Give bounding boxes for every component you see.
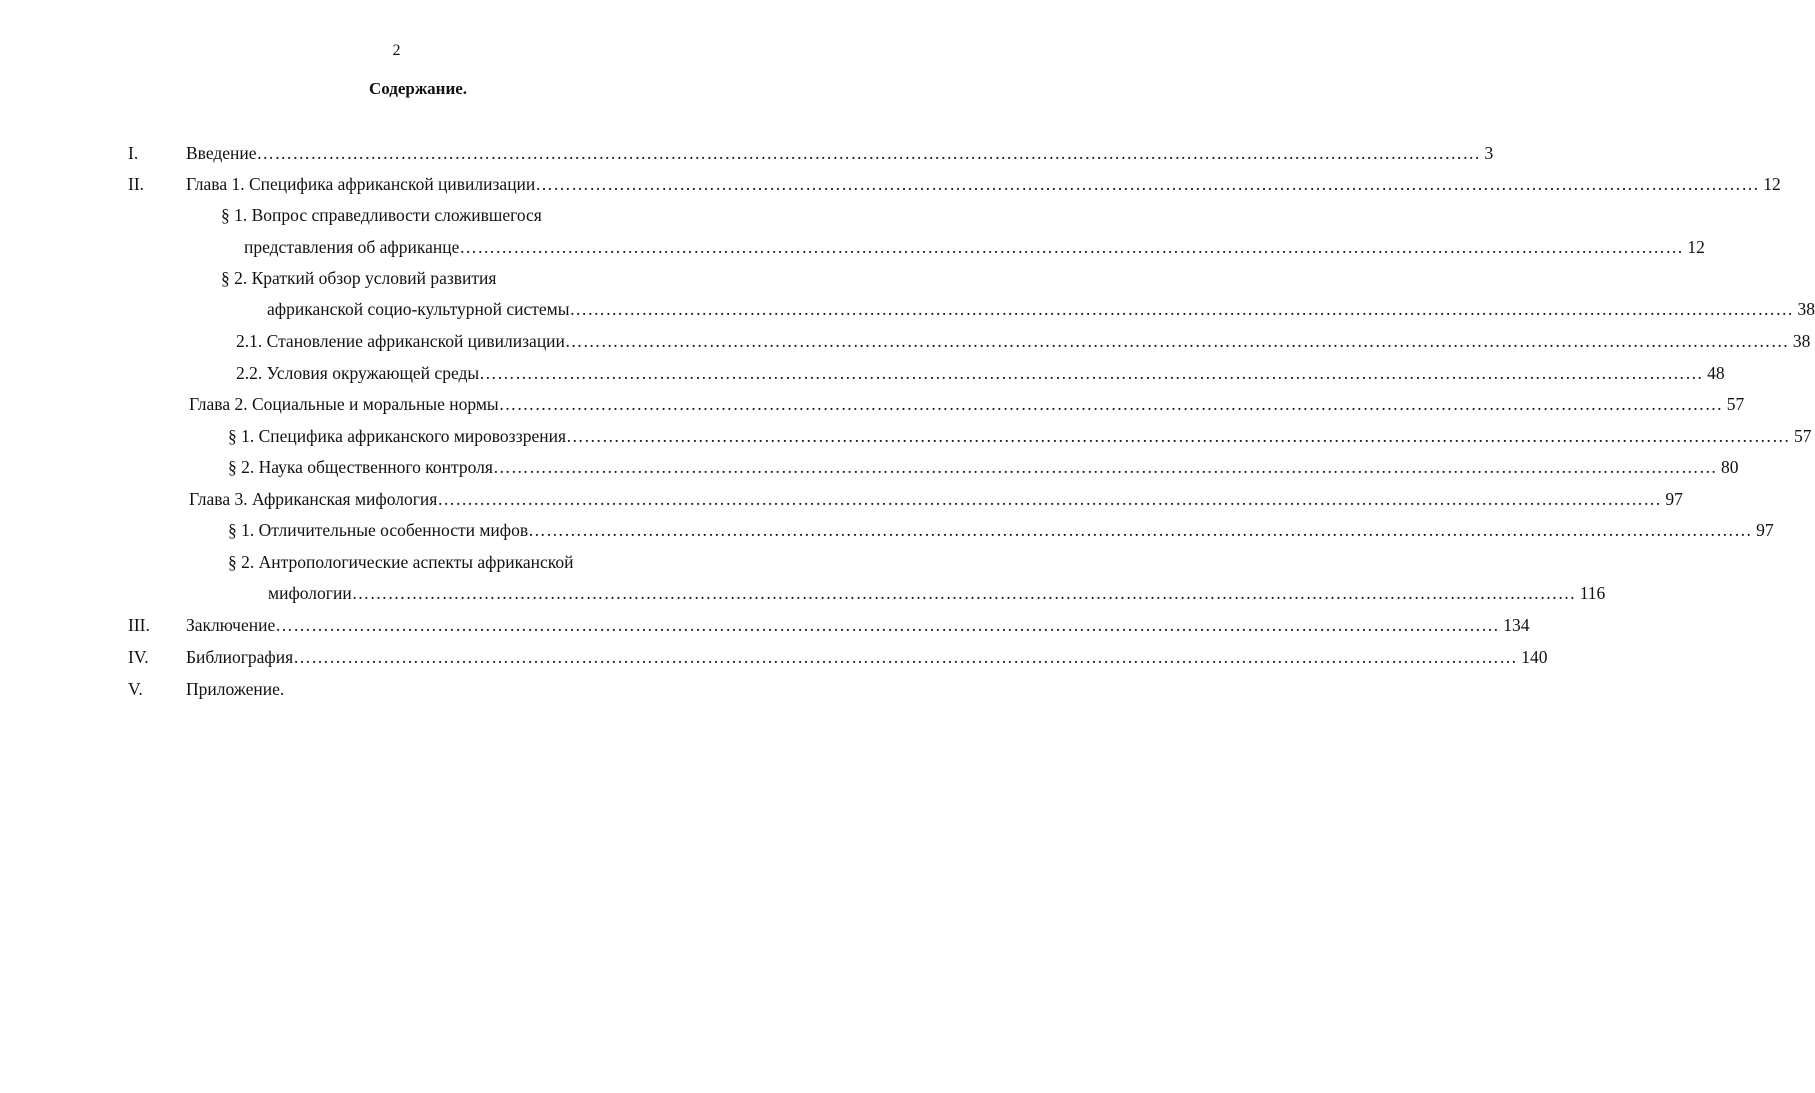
toc-entry-text: Глава 1. Специфика африканской цивилизации (186, 174, 536, 194)
toc-entry-chapter-3-section-2[interactable] (268, 583, 1606, 603)
toc-page-number: 12 (1687, 237, 1705, 257)
toc-entry-text: африканской социо-культурной системы (267, 299, 570, 319)
toc-entry-text: Введение (186, 143, 257, 163)
toc-entry-chapter-3-section-1[interactable] (228, 520, 1774, 540)
toc-page-number: 38 (1792, 331, 1811, 351)
toc-numeral: II. (128, 174, 145, 194)
toc-leader-dots: …………………………………………………………………………………………………………………………………………………………………………………… (535, 174, 1760, 194)
toc-entry-chapter-1-section-2-line-1[interactable]: § 2. Краткий обзор условий развития (221, 268, 497, 288)
toc-entry-subsection-2-2[interactable] (236, 363, 1725, 383)
toc-entry-chapter-1-section-2[interactable] (267, 299, 1815, 319)
toc-entry-conclusion[interactable] (186, 615, 1530, 635)
toc-entry-subsection-2-1[interactable] (236, 331, 1811, 351)
toc-leader-dots: …………………………………………………………………………………………………………………………………………………………………………………… (437, 489, 1662, 509)
toc-leader-dots: …………………………………………………………………………………………………………………………………………………………………………………… (459, 237, 1684, 257)
toc-leader-dots: …………………………………………………………………………………………………………………………………………………………………………………… (564, 331, 1789, 351)
toc-page-number: 3 (1484, 143, 1494, 163)
toc-entry-text: представления об африканце (244, 237, 460, 257)
toc-entry-text: Глава 3. Африканская мифология (189, 489, 438, 509)
toc-page-number: 97 (1756, 520, 1774, 540)
toc-entry-text: § 2. Наука общественного контроля (228, 457, 493, 477)
toc-entry-chapter-1[interactable] (186, 174, 1781, 194)
toc-entry-chapter-1-section-1[interactable] (244, 237, 1705, 257)
toc-entry-text: мифологии (268, 583, 352, 603)
toc-leader-dots: …………………………………………………………………………………………………………………………………………………………………………………… (479, 363, 1704, 383)
toc-leader-dots: …………………………………………………………………………………………………………………………………………………………………………………… (256, 143, 1481, 163)
toc-page-number: 12 (1763, 174, 1781, 194)
toc-entry-chapter-2-section-2[interactable] (228, 457, 1739, 477)
toc-entry-text: Заключение (186, 615, 276, 635)
toc-entry-introduction[interactable] (186, 143, 1494, 163)
toc-page-number: 97 (1665, 489, 1683, 509)
toc-entry-bibliography[interactable] (186, 647, 1548, 667)
toc-entry-chapter-1-section-1-line-1[interactable]: § 1. Вопрос справедливости сложившегося (221, 205, 542, 225)
toc-numeral: I. (128, 143, 139, 163)
toc-entry-text: § 1. Отличительные особенности мифов (228, 520, 529, 540)
toc-entry-text: Глава 2. Социальные и моральные нормы (189, 394, 499, 414)
toc-page-number: 57 (1794, 426, 1812, 446)
toc-page-number: 57 (1726, 394, 1745, 414)
toc-page-number: 140 (1521, 647, 1548, 667)
toc-leader-dots: …………………………………………………………………………………………………………………………………………………………………………………… (492, 457, 1717, 477)
toc-numeral: III. (128, 615, 150, 635)
toc-leader-dots: …………………………………………………………………………………………………………………………………………………………………………………… (528, 520, 1753, 540)
toc-entry-text: Библиография (186, 647, 294, 667)
toc-leader-dots: …………………………………………………………………………………………………………………………………………………………………………………… (293, 647, 1518, 667)
toc-entry-appendix[interactable]: Приложение. (186, 679, 285, 699)
toc-leader-dots: …………………………………………………………………………………………………………………………………………………………………………………… (351, 583, 1576, 603)
toc-entry-text: § 1. Специфика африканского мировоззрения (228, 426, 567, 446)
toc-page-number: 38 (1797, 299, 1815, 319)
toc-page-number: 134 (1503, 615, 1530, 635)
page-title: Содержание. (368, 79, 468, 98)
toc-page-number: 48 (1707, 363, 1725, 383)
toc-entry-chapter-2-section-1[interactable] (228, 426, 1812, 446)
toc-page-number: 80 (1720, 457, 1739, 477)
toc-numeral: V. (128, 679, 143, 699)
toc-leader-dots: …………………………………………………………………………………………………………………………………………………………………………………… (275, 615, 1500, 635)
toc-leader-dots: …………………………………………………………………………………………………………………………………………………………………………………… (566, 426, 1791, 446)
page-number: 2 (392, 42, 401, 59)
toc-entry-text: 2.1. Становление африканской цивилизации (236, 331, 565, 351)
toc-page-number: 116 (1579, 583, 1606, 603)
toc-entry-text: 2.2. Условия окружающей среды (236, 363, 480, 383)
toc-numeral: IV. (128, 647, 149, 667)
toc-leader-dots: …………………………………………………………………………………………………………………………………………………………………………………… (569, 299, 1794, 319)
toc-leader-dots: …………………………………………………………………………………………………………………………………………………………………………………… (498, 394, 1723, 414)
toc-entry-chapter-2[interactable] (189, 394, 1745, 414)
toc-entry-chapter-3-section-2-line-1[interactable]: § 2. Антропологические аспекты африканской (228, 552, 574, 572)
toc-entry-chapter-3[interactable] (189, 489, 1683, 509)
